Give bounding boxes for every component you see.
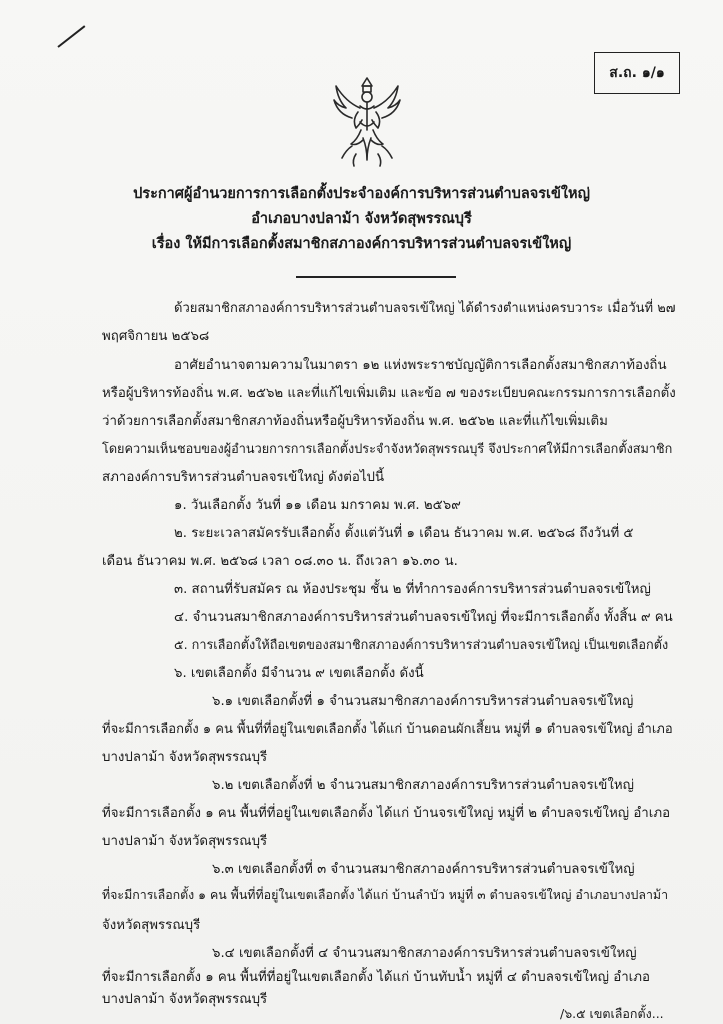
list-item: ๔. จำนวนสมาชิกสภาองค์การบริหารส่วนตำบลจรเข้ใหญ่ ที่จะมีการเลือกตั้ง ทั้งสิ้น ๙ คน: [174, 610, 673, 625]
sub-item-continued: ที่จะมีการเลือกตั้ง ๑ คน พื้นที่ที่อยู่ในเขตเลือกตั้ง ได้แก่ บ้านจรเข้ใหญ่ หมู่ที่ ๒ ตำบลจรเข้ใหญ่ อำเภอ: [102, 806, 671, 821]
announcement-subject: เรื่อง ให้มีการเลือกตั้งสมาชิกสภาองค์การบริหารส่วนตำบลจรเข้ใหญ่: [151, 236, 572, 252]
sub-item-continued: บางปลาม้า จังหวัดสุพรรณบุรี: [102, 992, 268, 1007]
garuda-emblem-icon: [330, 72, 404, 170]
sub-item: ๖.๓ เขตเลือกตั้งที่ ๓ จำนวนสมาชิกสภาองค์การบริหารส่วนตำบลจรเข้ใหญ่: [212, 862, 635, 877]
list-item: ๓. สถานที่รับสมัคร ณ ห้องประชุม ชั้น ๒ ที่ทำการองค์การบริหารส่วนตำบลจรเข้ใหญ่: [174, 582, 651, 597]
list-item: ๑. วันเลือกตั้ง วันที่ ๑๑ เดือน มกราคม พ.ศ. ๒๕๖๙: [174, 498, 461, 513]
pen-mark: [57, 25, 85, 48]
sub-item: ๖.๒ เขตเลือกตั้งที่ ๒ จำนวนสมาชิกสภาองค์การบริหารส่วนตำบลจรเข้ใหญ่: [212, 778, 634, 793]
list-item-continued: เดือน ธันวาคม พ.ศ. ๒๕๖๘ เวลา ๐๘.๓๐ น. ถึงเวลา ๑๖.๓๐ น.: [102, 554, 458, 569]
announcement-location: อำเภอบางปลาม้า จังหวัดสุพรรณบุรี: [251, 211, 472, 227]
sub-item-continued: บางปลาม้า จังหวัดสุพรรณบุรี: [102, 834, 268, 849]
sub-item-continued: จังหวัดสุพรรณบุรี: [102, 918, 201, 933]
sub-item-continued: ที่จะมีการเลือกตั้ง ๑ คน พื้นที่ที่อยู่ในเขตเลือกตั้ง ได้แก่ บ้านทับน้ำ หมู่ที่ ๔ ตำบลจรเข้ใหญ่ อำเภอ: [102, 970, 650, 985]
sub-item-continued: บางปลาม้า จังหวัดสุพรรณบุรี: [102, 750, 268, 765]
body-line: ด้วยสมาชิกสภาองค์การบริหารส่วนตำบลจรเข้ใหญ่ ได้ดำรงตำแหน่งครบวาระ เมื่อวันที่ ๒๗: [174, 301, 676, 316]
sub-item: ๖.๑ เขตเลือกตั้งที่ ๑ จำนวนสมาชิกสภาองค์การบริหารส่วนตำบลจรเข้ใหญ่: [212, 694, 634, 709]
title-divider: [296, 276, 456, 278]
sub-item-continued: ที่จะมีการเลือกตั้ง ๑ คน พื้นที่ที่อยู่ในเขตเลือกตั้ง ได้แก่ บ้านลำบัว หมู่ที่ ๓ ตำบลจรเข้ใหญ่ อำเภอบางปลาม้า: [102, 887, 669, 902]
body-line: พฤศจิกายน ๒๕๖๘: [102, 329, 210, 344]
announcement-title: ประกาศผู้อำนวยการการเลือกตั้งประจำองค์การบริหารส่วนตำบลจรเข้ใหญ่: [133, 186, 590, 202]
list-item: ๖. เขตเลือกตั้ง มีจำนวน ๙ เขตเลือกตั้ง ดังนี้: [174, 666, 424, 681]
sub-item: ๖.๔ เขตเลือกตั้งที่ ๔ จำนวนสมาชิกสภาองค์การบริหารส่วนตำบลจรเข้ใหญ่: [212, 946, 637, 961]
continuation-marker: /๖.๕ เขตเลือกตั้ง...: [560, 1006, 664, 1021]
body-line: โดยความเห็นชอบของผู้อำนวยการการเลือกตั้งประจำจังหวัดสุพรรณบุรี จึงประกาศให้มีการเลือกตั้งสมาชิก: [102, 441, 673, 456]
form-code-box: ส.ถ. ๑/๑: [594, 52, 680, 94]
body-line: อาศัยอำนาจตามความในมาตรา ๑๒ แห่งพระราชบัญญัติการเลือกตั้งสมาชิกสภาท้องถิ่น: [174, 358, 667, 373]
body-line: ว่าด้วยการเลือกตั้งสมาชิกสภาท้องถิ่นหรือผู้บริหารท้องถิ่น พ.ศ. ๒๕๖๒ และที่แก้ไขเพิ่มเติม: [102, 414, 608, 429]
body-line: หรือผู้บริหารท้องถิ่น พ.ศ. ๒๕๖๒ และที่แก้ไขเพิ่มเติม และข้อ ๗ ของระเบียบคณะกรรมการการเลือกตั้ง: [102, 386, 676, 401]
list-item: ๕. การเลือกตั้งให้ถือเขตของสมาชิกสภาองค์การบริหารส่วนตำบลจรเข้ใหญ่ เป็นเขตเลือกตั้ง: [174, 637, 669, 652]
sub-item-continued: ที่จะมีการเลือกตั้ง ๑ คน พื้นที่ที่อยู่ในเขตเลือกตั้ง ได้แก่ บ้านดอนผักเสี้ยน หมู่ที่ ๑ ตำบลจรเข้ใหญ่ อำเภอ: [102, 722, 673, 737]
list-item: ๒. ระยะเวลาสมัครรับเลือกตั้ง ตั้งแต่วันที่ ๑ เดือน ธันวาคม พ.ศ. ๒๕๖๘ ถึงวันที่ ๕: [174, 526, 634, 541]
body-line: สภาองค์การบริหารส่วนตำบลจรเข้ใหญ่ ดังต่อไปนี้: [102, 470, 385, 485]
